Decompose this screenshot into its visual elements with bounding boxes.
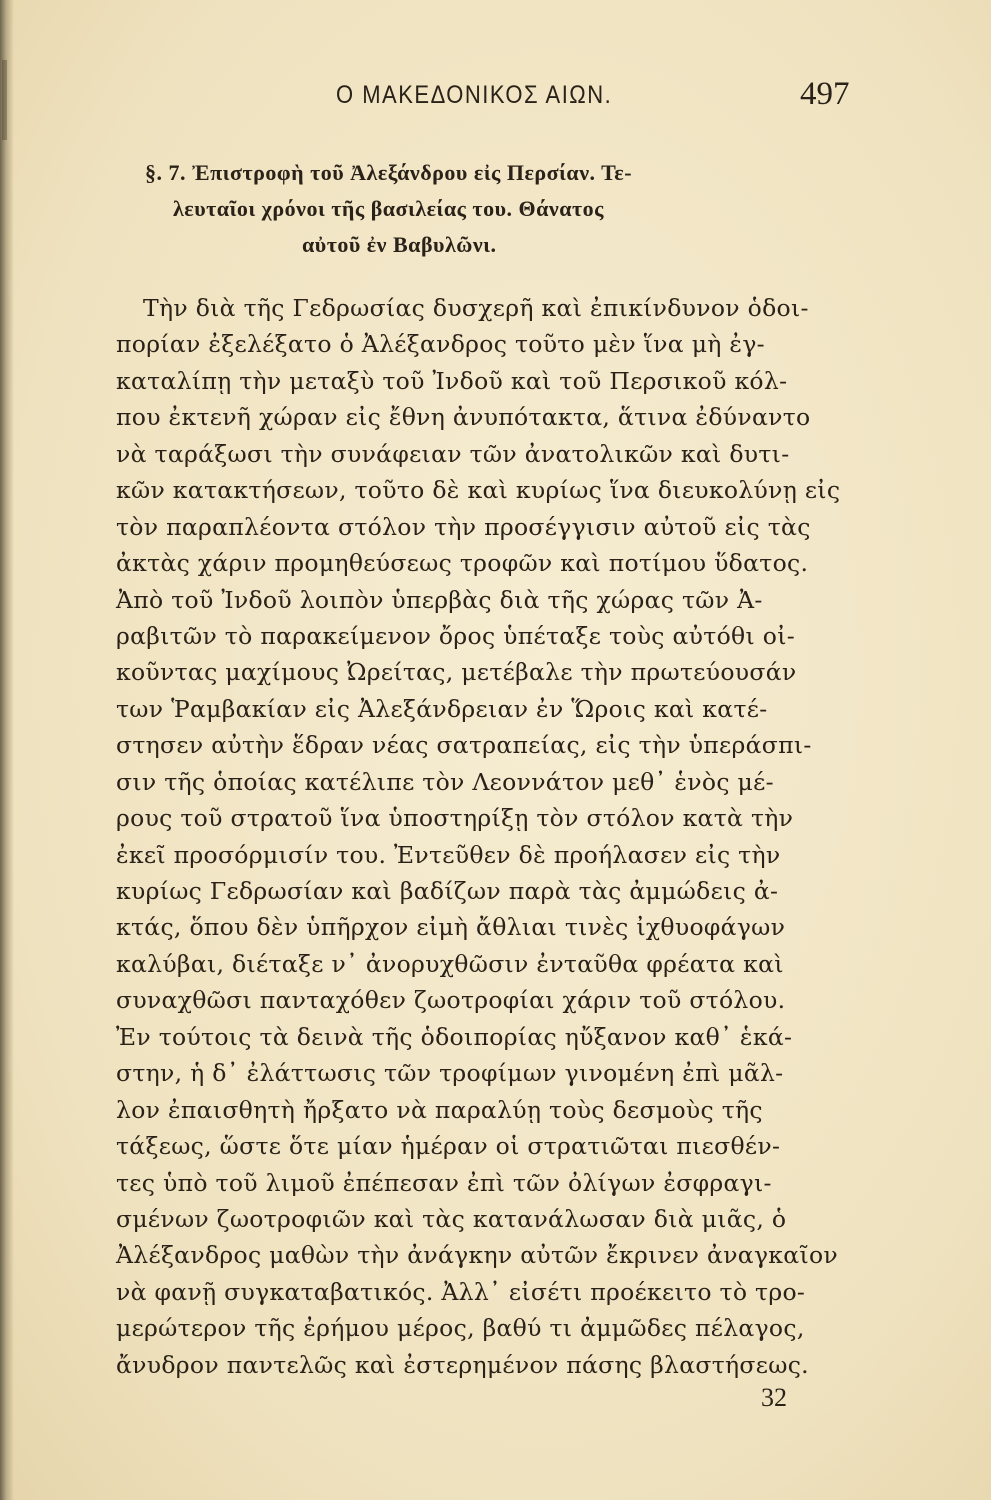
text-line: σμένων ζωοτροφιῶν καὶ τὰς κατανάλωσαν διὰ μιᾶς, ὁ (116, 1204, 787, 1233)
text-line: τες ὑπὸ τοῦ λιμοῦ ἐπέπεσαν ἐπὶ τῶν ὀλίγων ἐσφραγι- (116, 1168, 772, 1197)
text-line: κτάς, ὅπου δὲν ὑπῆρχον εἰμὴ ἄθλιαι τινὲς ἰχθυοφάγων (116, 913, 786, 942)
text-line: κυρίως Γεδρωσίαν καὶ βαδίζων παρὰ τὰς ἀμμώδεις ἀ- (116, 877, 779, 905)
text-line: Ἐν τούτοις τὰ δεινὰ τῆς ὁδοιπορίας ηὔξανον καθ᾽ ἑκά- (116, 1022, 793, 1051)
text-line: ραβιτῶν τὸ παρακείμενον ὄρος ὑπέταξε τοὺς αὐτόθι οἰ- (116, 621, 795, 650)
text-line: νὰ φανῇ συγκαταβατικός. Ἀλλ᾽ εἰσέτι προέκειτο τὸ τρο- (116, 1277, 806, 1306)
section-heading (145, 155, 880, 263)
text-line: των Ῥαμβακίαν εἰς Ἀλεξάνδρειαν ἐν Ὥροις καὶ κατέ- (116, 694, 768, 723)
text-line: Ἀλέξανδρος μαθὼν τὴν ἀνάγκην αὐτῶν ἔκρινεν ἀναγκαῖον (116, 1241, 839, 1270)
text-line: ἀκτὰς χάριν προμηθεύσεως τροφῶν καὶ ποτίμου ὕδατος. (116, 549, 809, 578)
running-title: Ο ΜΑΚΕΔΟΝΙΚΟΣ ΑΙΩΝ. (336, 80, 613, 109)
text-line: κῶν κατακτήσεων, τοῦτο δὲ καὶ κυρίως ἵνα διευκολύνῃ εἰς (116, 476, 841, 505)
text-line: που ἐκτενῆ χώραν εἰς ἔθνη ἀνυπότακτα, ἅτινα ἐδύναντο (116, 403, 811, 432)
text-line: νὰ ταράξωσι τὴν συνάφειαν τῶν ἀνατολικῶν καὶ δυτι- (116, 439, 790, 468)
binding-mark (2, 60, 7, 140)
text-line: στησεν αὐτὴν ἕδραν νέας σατραπείας, εἰς τὴν ὑπεράσπι- (116, 731, 812, 760)
text-line: Ἀπὸ τοῦ Ἰνδοῦ λοιπὸν ὑπερβὰς διὰ τῆς χώρας τῶν Ἀ- (116, 585, 763, 614)
text-line: τὸν παραπλέοντα στόλον τὴν προσέγγισιν αὐτοῦ εἰς τὰς (116, 512, 811, 541)
text-line: σιν τῆς ὁποίας κατέλιπε τὸν Λεοννάτον μεθ᾽ ἑνὸς μέ- (116, 767, 774, 796)
text-line: ἐκεῖ προσόρμισίν του. Ἐντεῦθεν δὲ προήλασεν εἰς τὴν (116, 840, 781, 869)
text-line: καλύβαι, διέταξε ν᾽ ἀνορυχθῶσιν ἐνταῦθα φρέατα καὶ (116, 949, 784, 978)
text-line: πορίαν ἐξελέξατο ὁ Ἀλέξανδρος τοῦτο μὲν ἵνα μὴ ἐγ- (116, 330, 765, 359)
section-heading-line: αὐτοῦ ἐν Βαβυλῶνι. (302, 232, 497, 257)
section-heading-line: λευταῖοι χρόνοι τῆς βασιλείας του. Θάνατος (173, 196, 604, 221)
text-line: συναχθῶσι πανταχόθεν ζωοτροφίαι χάριν τοῦ στόλου. (116, 986, 786, 1015)
page-spine-shadow (0, 0, 14, 1500)
text-line: κοῦντας μαχίμους Ὠρείτας, μετέβαλε τὴν πρωτεύουσάν (116, 658, 797, 687)
text-line: στην, ἡ δ᾽ ἐλάττωσις τῶν τροφίμων γινομένη ἐπὶ μᾶλ- (116, 1059, 784, 1088)
text-line: ἄνυδρον παντελῶς καὶ ἐστερημένον πάσης βλαστήσεως. (116, 1350, 809, 1379)
section-heading-line: §. 7. Ἐπιστροφὴ τοῦ Ἀλεξάνδρου εἰς Περσίαν. Τε- (145, 160, 633, 185)
text-line: τάξεως, ὥστε ὅτε μίαν ἡμέραν οἱ στρατιῶται πιεσθέν- (116, 1132, 781, 1161)
text-line: Τὴν διὰ τῆς Γεδρωσίας δυσχερῆ καὶ ἐπικίνδυνον ὁδοι- (143, 294, 809, 322)
body-text (116, 290, 876, 1383)
text-line: ρους τοῦ στρατοῦ ἵνα ὑποστηρίξῃ τὸν στόλον κατὰ τὴν (116, 804, 794, 833)
text-line: λον ἐπαισθητὴ ἤρξατο νὰ παραλύῃ τοὺς δεσμοὺς τῆς (116, 1095, 763, 1124)
text-line: μερώτερον τῆς ἐρήμου μέρος, βαθύ τι ἀμμῶδες πέλαγος, (116, 1314, 805, 1343)
page-number: 497 (800, 76, 850, 112)
text-line: καταλίπῃ τὴν μεταξὺ τοῦ Ἰνδοῦ καὶ τοῦ Περσικοῦ κόλ- (116, 366, 788, 395)
signature-mark: 32 (761, 1383, 787, 1412)
